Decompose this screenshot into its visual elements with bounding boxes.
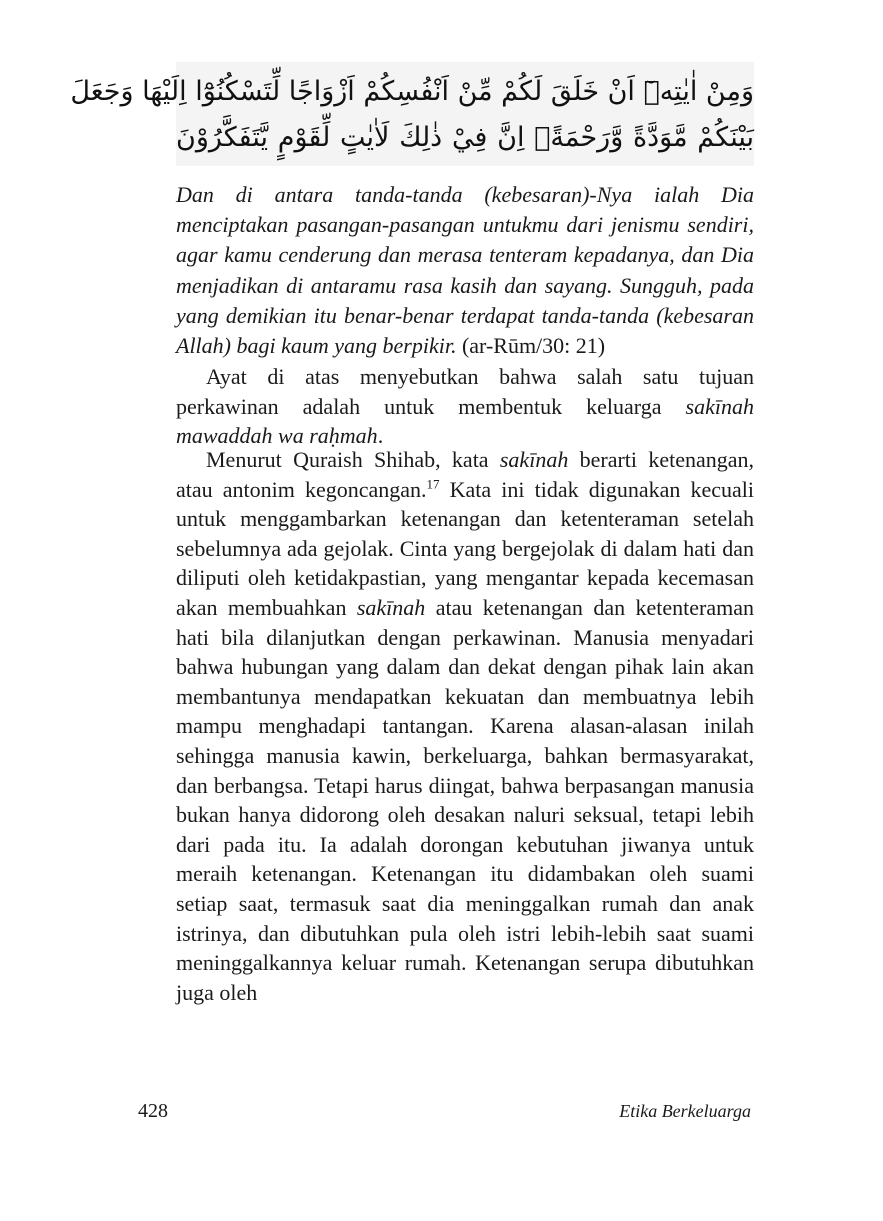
- body-paragraph-1: [176, 362, 754, 451]
- paragraph-2-part-3: Kata ini tidak digunakan kecuali untuk menggambarkan ketenangan dan ketenteraman setelah sebelumnya ada gejolak. Cinta yang bergejolak di dalam hati dan diliputi oleh ketidakpastian, yang mengantar kepada kecemasan akan membuahkan: [176, 476, 754, 620]
- running-title: Etika Berkeluarga: [619, 1101, 751, 1121]
- paragraph-2-term-2: sakīnah: [356, 594, 426, 620]
- quran-verse-block: [70, 62, 754, 166]
- footnote-marker[interactable]: 17: [426, 476, 440, 492]
- paragraph-2-intro: Menurut Quraish Shihab, kata: [206, 447, 500, 472]
- paragraph-2-part-2: berarti ketenangan, atau antonim kegoncangan.: [176, 447, 755, 502]
- paragraph-2-term-1: sakīnah: [499, 447, 569, 472]
- paragraph-2-part-4: atau ketenangan dan ketenteraman hati bila dilanjutkan dengan perkawinan. Manusia menyadari bahwa hubungan yang dalam dan dekat dengan pihak lain akan membantunya mendapatkan kekuatan dan membuatnya lebih mampu menghadapi tantangan. Karena alasan-alasan inilah sehingga manusia kawin, berkeluarga, bahkan bermasyarakat, dan berbangsa. Tetapi harus diingat, bahwa berpasangan manusia bukan hanya didorong oleh desakan naluri seksual, tetapi lebih dari pada itu. Ia adalah dorongan kebutuhan jiwanya untuk meraih ketenangan. Ketenangan itu didambakan oleh suami setiap saat, termasuk saat dia meninggalkan rumah dan anak istrinya, dan dibutuhkan pula oleh istri lebih-lebih saat suami meninggalkannya keluar rumah. Ketenangan serupa dibutuhkan juga oleh: [176, 594, 754, 1005]
- paragraph-1-term: sakīnah mawaddah wa raḥmah: [176, 393, 754, 449]
- translation-text: Dan di antara tanda-tanda (kebesaran)-Nya ialah Dia menciptakan pasangan-pasangan untukmu dari jenismu sendiri, agar kamu cenderung dan merasa tenteram kepadanya, dan Dia menjadikan di antaramu rasa kasih dan sayang. Sungguh, pada yang demikian itu benar-benar terdapat tanda-tanda (kebesaran Allah) bagi kaum yang berpikir.: [176, 182, 754, 359]
- verse-citation: (ar-Rūm/30: 21): [456, 333, 606, 359]
- paragraph-1-text: Ayat di atas menyebutkan bahwa salah satu tujuan perkawinan adalah untuk membentuk keluarga: [176, 364, 754, 419]
- paragraph-1-end: .: [377, 423, 384, 449]
- arabic-verse-line-2: بَيْنَكُمْ مَّوَدَّةً وَّرَحْمَةًۗ اِنَّ فِيْ ذٰلِكَ لَاٰيٰتٍ لِّقَوْمٍ يَّتَفَكَّرُوْنَ: [176, 122, 754, 153]
- page-number: 428: [138, 1100, 168, 1122]
- verse-translation: [176, 180, 754, 361]
- arabic-verse-line-1: وَمِنْ اٰيٰتِهٖٓ اَنْ خَلَقَ لَكُمْ مِّنْ اَنْفُسِكُمْ اَزْوَاجًا لِّتَسْكُنُوْٓا اِلَيْهَا وَجَعَلَ: [70, 76, 754, 107]
- body-paragraph-2: [176, 445, 754, 1007]
